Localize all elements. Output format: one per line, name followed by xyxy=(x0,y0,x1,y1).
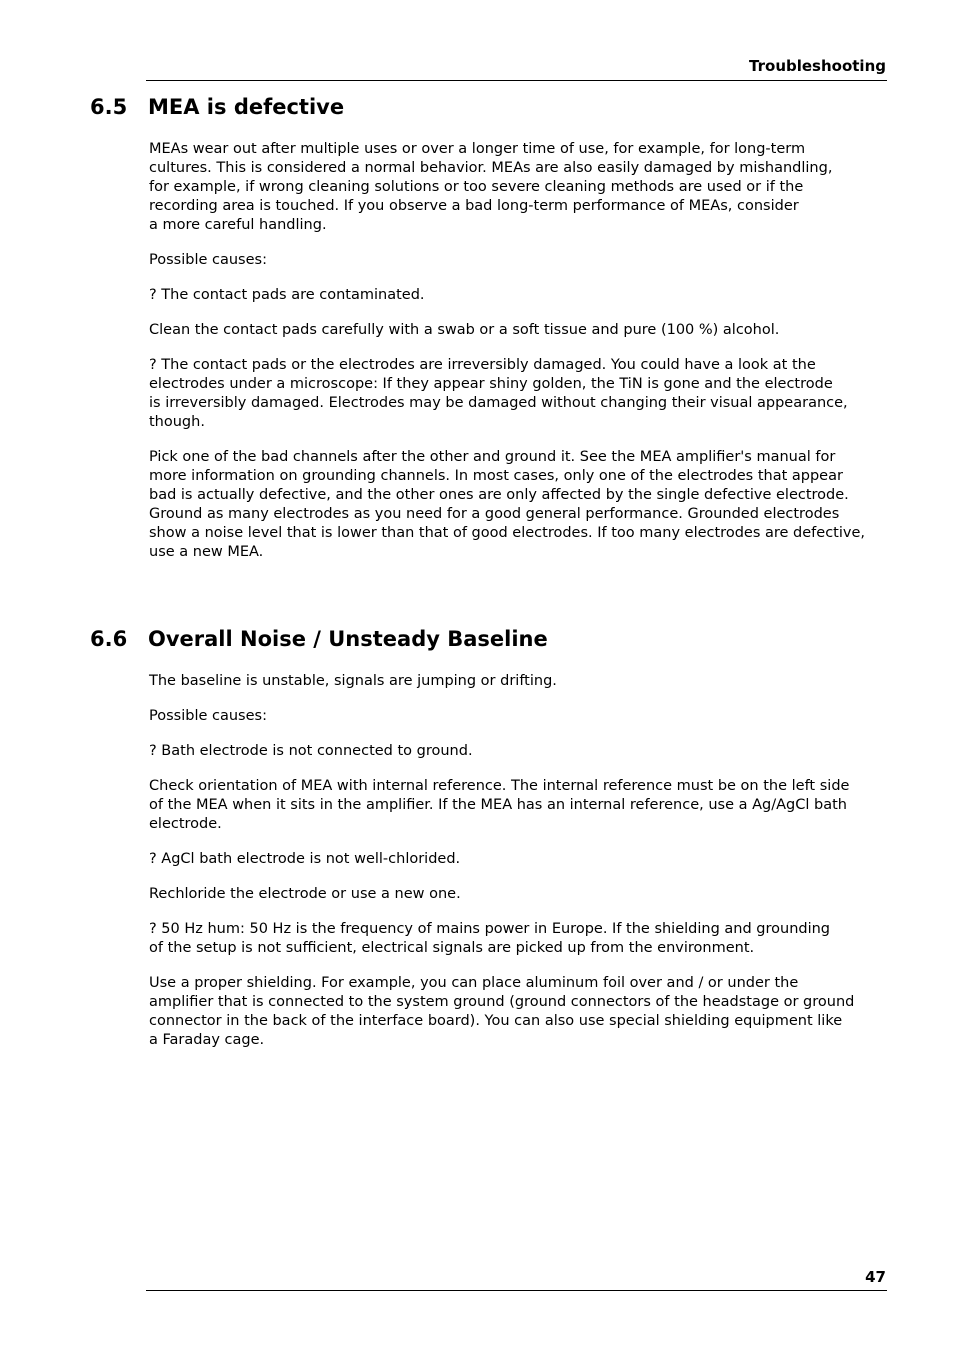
cause-item: ? Bath electrode is not connected to ground. xyxy=(149,743,473,759)
cause-item: ? AgCl bath electrode is not well-chlorided. xyxy=(149,851,461,867)
section-heading-mea-defective xyxy=(90,94,344,120)
section-number: 6.5 xyxy=(90,95,128,119)
section-title: MEA is defective xyxy=(148,95,345,119)
cause-item: ? The contact pads are contaminated. xyxy=(149,287,425,303)
remedy-paragraph: Pick one of the bad channels after the other and ground it. See the MEA amplifier's manual for more information on grounding channels. In most cases, only one of the electrodes that appear bad is actually defective, and the other ones are only affected by the single defective electrode. Ground as many electrodes as you need for a good general performance. Grounded electrodes show a noise level that is lower than that of good electrodes. If too many electrodes are defective, use a new MEA. xyxy=(149,449,865,560)
paragraph: MEAs wear out after multiple uses or over a longer time of use, for example, for long-term cultures. This is considered a normal behavior. MEAs are also easily damaged by mishandling, for example, if wrong cleaning solutions or too severe cleaning methods are used or if the recording area is touched. If you observe a bad long-term performance of MEAs, consider a more careful handling. xyxy=(149,141,833,233)
page-number: 47 xyxy=(865,1268,886,1286)
section-title: Overall Noise / Unsteady Baseline xyxy=(148,627,548,651)
paragraph: Possible causes: xyxy=(149,252,267,268)
remedy-paragraph: Clean the contact pads carefully with a swab or a soft tissue and pure (100 %) alcohol. xyxy=(149,322,780,338)
remedy-paragraph: Rechloride the electrode or use a new one. xyxy=(149,886,461,902)
section-number: 6.6 xyxy=(90,627,128,651)
cause-item: ? The contact pads or the electrodes are irreversibly damaged. You could have a look at the electrodes under a microscope: If they appear shiny golden, the TiN is gone and the electrode is irreversibly damaged. Electrodes may be damaged without changing their visual appearance, though. xyxy=(149,357,848,430)
header-rule xyxy=(146,80,887,81)
remedy-paragraph: Check orientation of MEA with internal reference. The internal reference must be on the left side of the MEA when it sits in the amplifier. If the MEA has an internal reference, use a Ag/AgCl bath electrode. xyxy=(149,778,850,832)
section-heading-overall-noise xyxy=(90,626,548,652)
paragraph: The baseline is unstable, signals are jumping or drifting. xyxy=(149,673,557,689)
paragraph: Possible causes: xyxy=(149,708,267,724)
remedy-paragraph: Use a proper shielding. For example, you can place aluminum foil over and / or under the amplifier that is connected to the system ground (ground connectors of the headstage or ground connector in the back of the interface board). You can also use special shielding equipment like a Faraday cage. xyxy=(149,975,855,1048)
footer-rule xyxy=(146,1290,887,1291)
running-header: Troubleshooting xyxy=(749,57,886,75)
cause-item: ? 50 Hz hum: 50 Hz is the frequency of mains power in Europe. If the shielding and grounding of the setup is not sufficient, electrical signals are picked up from the environment. xyxy=(149,921,831,956)
